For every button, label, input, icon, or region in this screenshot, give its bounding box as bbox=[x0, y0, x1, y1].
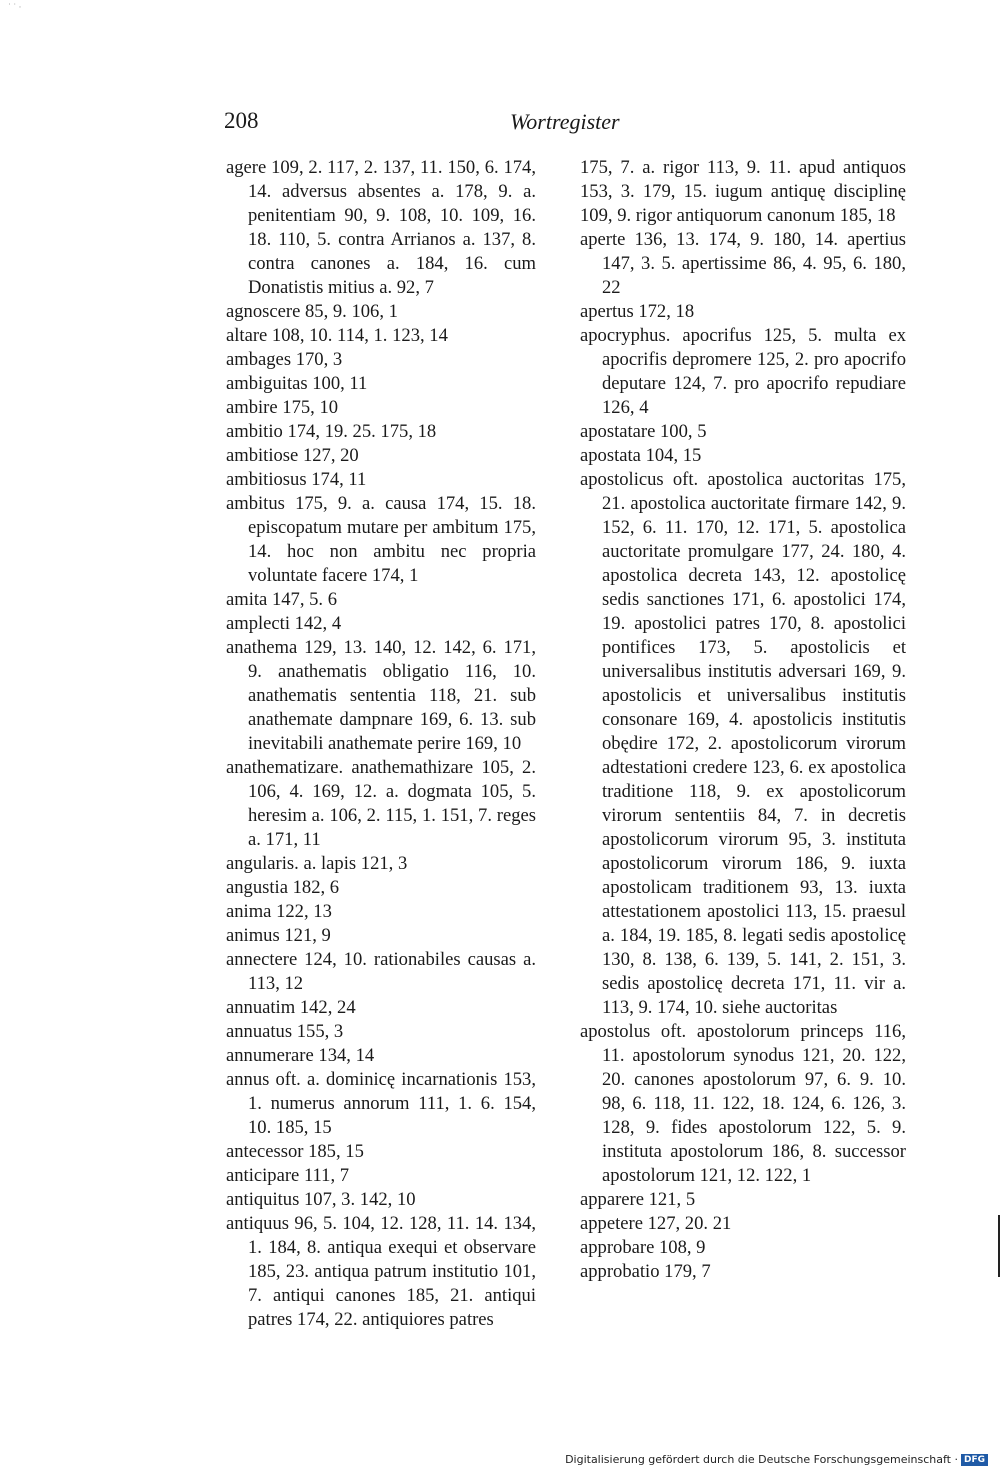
index-entry: ambiguitas 100, 11 bbox=[226, 373, 368, 394]
index-entry: ambitio 174, 19. 25. 175, 18 bbox=[226, 421, 437, 442]
index-entry: agere 109, 2. 117, 2. 137, 11. 150, 6. 174, 14. adversus absentes a. 178, 9. a. penitentiam 90, 9. 108, 10. 109, 16. 18. 110, 5. contra Arrianos a. 137, 8. contra canones a. 184, 16. cum Donatistis mitius a. 92, 7 bbox=[226, 157, 536, 298]
index-entry: antiquitus 107, 3. 142, 10 bbox=[226, 1189, 416, 1210]
index-entry: ambire 175, 10 bbox=[226, 397, 339, 418]
index-entry: apocryphus. apocrifus 125, 5. multa ex apocrifis depromere 125, 2. pro apocrifo deputare 124, 7. pro apocrifo repudiare 126, 4 bbox=[580, 325, 906, 418]
index-entry: apostatare 100, 5 bbox=[580, 421, 707, 442]
index-entry: angustia 182, 6 bbox=[226, 877, 340, 898]
index-entry: anima 122, 13 bbox=[226, 901, 332, 922]
index-entry: animus 121, 9 bbox=[226, 925, 331, 946]
index-entry: apostolicus oft. apostolica auctoritas 175, 21. apostolica auctoritate firmare 142, 9. 152, 6. 11. 170, 12. 171, 5. apostolica auctoritate promulgare 177, 24. 180, 4. apostolica decreta 143, 12. apostolicę sedis sanctiones 171, 6. apostolici 174, 19. apostolici patres 170, 8. apostolici pontifices 173, 5. apostolicis et universalibus institutis adversari 169, 9. apostolicis et universalibus institutis consonare 169, 4. apostolicis institutis obędire 172, 2. apostolicorum virorum adtestationi credere 123, 6. ex apostolica traditione 118, 9. ex apostolicorum virorum sententiis 84, 7. in decretis apostolicorum virorum 95, 3. instituta apostolicorum virorum 186, 9. iuxta apostolicam traditionem 93, 13. iuxta attestationem apostolici 113, 15. praesul a. 184, 19. 185, 8. legati sedis apostolicę 130, 8. 138, 6. 139, 5. 141, 2. 151, 3. sedis apostolicę decreta 171, 11. vir a. 113, 9. 174, 10. siehe auctoritas bbox=[580, 469, 906, 1018]
running-title: Wortregister bbox=[510, 109, 620, 134]
dfg-logo-icon: DFG bbox=[961, 1454, 988, 1466]
footer bbox=[565, 1453, 988, 1466]
footer-text: Digitalisierung gefördert durch die Deutsche Forschungsgemeinschaft · bbox=[565, 1453, 958, 1466]
index-entry: ambitiosus 174, 11 bbox=[226, 469, 367, 490]
index-entry: amita 147, 5. 6 bbox=[226, 589, 338, 610]
index-entry: antiquus 96, 5. 104, 12. 128, 11. 14. 134, 1. 184, 8. antiqua exequi et observare 185, 23. antiqua patrum institutio 101, 7. antiqui canones 185, 21. antiqui patres 174, 22. antiquiores patres bbox=[226, 1213, 536, 1330]
index-entry: anathema 129, 13. 140, 12. 142, 6. 171, 9. anathematis obligatio 116, 10. anathematis sententia 118, 21. sub anathemate dampnare 169, 6. 13. sub inevitabili anathemate perire 169, 10 bbox=[226, 637, 536, 754]
index-entry: amplecti 142, 4 bbox=[226, 613, 342, 634]
index-entry: aperte 136, 13. 174, 9. 180, 14. apertius 147, 3. 5. apertissime 86, 4. 95, 6. 180, 22 bbox=[580, 229, 906, 298]
index-column-left bbox=[226, 156, 536, 1332]
index-entry: approbare 108, 9 bbox=[580, 1237, 706, 1258]
index-entry: approbatio 179, 7 bbox=[580, 1261, 711, 1282]
index-entry: ambitus 175, 9. a. causa 174, 15. 18. episcopatum mutare per ambitum 175, 14. hoc non ambitu nec propria voluntate facere 174, 1 bbox=[226, 493, 536, 586]
index-entry: angularis. a. lapis 121, 3 bbox=[226, 853, 408, 874]
index-entry: apparere 121, 5 bbox=[580, 1189, 696, 1210]
index-entry: annuatim 142, 24 bbox=[226, 997, 356, 1018]
index-entry: annus oft. a. dominicę incarnationis 153, 1. numerus annorum 111, 1. 6. 154, 10. 185, 15 bbox=[226, 1069, 536, 1138]
index-entry: apostata 104, 15 bbox=[580, 445, 702, 466]
index-entry-continued: 175, 7. a. rigor 113, 9. 11. apud antiquos 153, 3. 179, 15. iugum antiquę disciplinę 109, 9. rigor antiquorum canonum 185, 18 bbox=[580, 157, 906, 226]
index-entry: apertus 172, 18 bbox=[580, 301, 695, 322]
index-entry: anticipare 111, 7 bbox=[226, 1165, 350, 1186]
index-entry: annectere 124, 10. rationabiles causas a. 113, 12 bbox=[226, 949, 536, 994]
index-entry: altare 108, 10. 114, 1. 123, 14 bbox=[226, 325, 448, 346]
corner-marks: ˙ ˙ · bbox=[8, 2, 22, 12]
index-entry: ambages 170, 3 bbox=[226, 349, 343, 370]
index-entry: agnoscere 85, 9. 106, 1 bbox=[226, 301, 398, 322]
index-entry: ambitiose 127, 20 bbox=[226, 445, 359, 466]
index-entry: annuatus 155, 3 bbox=[226, 1021, 344, 1042]
index-entry: apostolus oft. apostolorum princeps 116, 11. apostolorum synodus 121, 20. 122, 20. canones apostolorum 97, 6. 9. 10. 98, 6. 118, 11. 122, 18. 124, 6. 126, 3. 128, 9. fides apostolorum 122, 5. 9. instituta apostolorum 186, 8. successor apostolorum 121, 12. 122, 1 bbox=[580, 1021, 906, 1186]
index-column-right bbox=[580, 156, 906, 1284]
index-entry: antecessor 185, 15 bbox=[226, 1141, 364, 1162]
index-entry: appetere 127, 20. 21 bbox=[580, 1213, 732, 1234]
index-entry: annumerare 134, 14 bbox=[226, 1045, 375, 1066]
index-entry: anathematizare. anathemathizare 105, 2. 106, 4. 169, 12. a. dogmata 105, 5. heresim a. 106, 2. 115, 1. 151, 7. reges a. 171, 11 bbox=[226, 757, 536, 850]
page-number: 208 bbox=[224, 108, 259, 133]
